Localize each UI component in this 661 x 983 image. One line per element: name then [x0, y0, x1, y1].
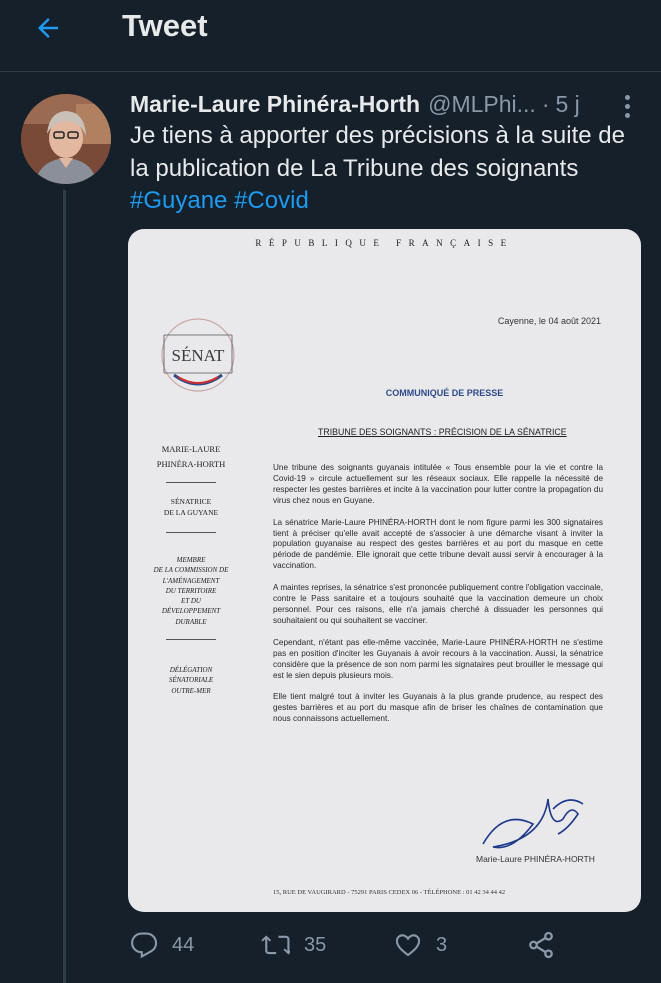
reply-button[interactable] [130, 924, 194, 966]
document-body [273, 463, 603, 736]
author-handle[interactable]: @MLPhi... [428, 90, 536, 117]
signature-name: Marie-Laure PHINÉRA-HORTH [476, 854, 595, 864]
sidebar-delegation [136, 665, 246, 696]
sidebar-delegation-line: SÉNATORIALE [168, 676, 214, 685]
sidebar-delegation-line: OUTRE-MER [171, 686, 211, 695]
sidebar-role-line: SÉNATRICE [170, 497, 212, 506]
sidebar-member-line: DÉVELOPPEMENT [161, 607, 221, 616]
document-date: Cayenne, le 04 août 2021 [497, 316, 601, 326]
sidebar-delegation-line: DÉLÉGATION [169, 666, 213, 674]
sidebar-member-line: ET DU [181, 597, 201, 606]
logo-text: SÉNAT [171, 346, 225, 365]
profile-photo [21, 94, 111, 184]
reply-icon [130, 931, 158, 959]
tweet-text [130, 120, 645, 218]
document-paragraph: A maintes reprises, la sénatrice s'est prononcée publiquement contre l'obligation vaccinale, contre le Pass sanitaire et a toujours souhaité que la vaccination demeure un choix personnel. Pour ces raisons, elle n'a jamais cherché à dissuader les personnes qui souhaitaient ou qui souhaitent se vacciner. [273, 583, 603, 625]
hashtag-covid[interactable]: #Covid [234, 187, 309, 214]
tweet-meta [130, 88, 641, 120]
sidebar-role [136, 496, 246, 533]
back-button[interactable] [30, 10, 66, 46]
document-paragraph: Cependant, n'étant pas elle-même vaccinée, Marie-Laure PHINÉRA-HORTH ne s'estime pas en position d'inciter les Guyanais à avoir recours à la vaccination. Aussi, la sénatrice considère que la présence de son nom parmi les signataires peut brouiller le message qui est le sien depuis plusieurs mois. [273, 637, 603, 680]
senat-logo [158, 317, 238, 393]
retweet-icon [260, 931, 290, 959]
more-options-button[interactable] [617, 90, 637, 122]
like-count: 3 [436, 933, 448, 956]
sidebar-member-line: DURABLE [175, 617, 207, 626]
divider [166, 639, 216, 640]
more-dot-icon [625, 104, 630, 109]
document-paragraph: La sénatrice Marie-Laure PHINÉRA-HORTH dont le nom figure parmi les 300 signataires tient à préciser qu'elle avait accepté de s'associer à une démarche visant à inviter la population guyanaise au respect des gestes barrières et au port du masque en cette période de pandémie. Elle ignorait que cette tribune devait aussi servir à encourager à la vaccination. [273, 517, 603, 571]
document-header: RÉPUBLIQUE FRANÇAISE [255, 238, 514, 248]
document-paragraph: Une tribune des soignants guyanais intitulée « Tous ensemble pour la vie et contre la Covid-19 » circule actuellement sur les réseaux sociaux. Elle rappelle la nécessité de respecter les gestes barrières et incite à la vaccination pour lutter contre la propagation du virus chez nous en Guyane. [273, 463, 603, 505]
divider [166, 482, 216, 483]
handwritten-signature [473, 789, 598, 859]
header-title: Tweet [122, 8, 208, 43]
tweet-time[interactable]: 5 j [555, 90, 580, 117]
thread-line [63, 190, 66, 983]
sidebar-member-line: DU TERRITOIRE [165, 586, 217, 595]
tweet-body: Je tiens à apporter des précisions à la suite de la publication de La Tribune des soignants [130, 122, 625, 182]
share-icon [526, 930, 556, 960]
tweet-media-image[interactable] [128, 229, 641, 912]
divider [166, 532, 216, 533]
avatar[interactable] [21, 94, 111, 184]
more-dot-icon [625, 113, 630, 118]
document-paragraph: Elle tient malgré tout à inviter les Guyanais à la plus grande prudence, au respect des gestes barrières et au port du masque afin de briser les chaînes de contamination que nous connaissons actuellement. [273, 692, 603, 724]
sidebar-member-line: DE LA COMMISSION DE [153, 566, 229, 575]
top-bar [0, 0, 661, 72]
arrow-left-icon [33, 13, 63, 43]
sidebar-member-line: MEMBRE [176, 556, 206, 564]
like-button[interactable] [394, 924, 447, 966]
document-footer: 15, RUE DE VAUGIRARD - 75291 PARIS CEDEX 06 - TÉLÉPHONE : 01 42 34 44 42 [273, 889, 506, 896]
document-subtitle: TRIBUNE DES SOIGNANTS : PRÉCISION DE LA SÉNATRICE [318, 427, 567, 437]
sidebar-membership [136, 555, 246, 640]
reply-count: 44 [172, 933, 195, 956]
more-dot-icon [625, 95, 630, 100]
retweet-count: 35 [304, 933, 327, 956]
hashtag-guyane[interactable]: #Guyane [130, 187, 228, 214]
sidebar-role-line: DE LA GUYANE [163, 508, 219, 517]
sidebar-name-line: PHINÉRA-HORTH [156, 459, 226, 469]
meta-separator: · [541, 90, 550, 117]
retweet-button[interactable] [260, 924, 326, 966]
tweet-actions [130, 924, 630, 966]
sidebar-senator-name [136, 442, 246, 483]
author-name[interactable]: Marie-Laure Phinéra-Horth [130, 90, 421, 117]
sidebar-member-line: L'AMÉNAGEMENT [162, 576, 220, 585]
press-release-title: COMMUNIQUÉ DE PRESSE [385, 388, 504, 398]
sidebar-name-line: MARIE-LAURE [161, 444, 221, 454]
share-button[interactable] [526, 924, 556, 966]
like-icon [394, 931, 422, 959]
